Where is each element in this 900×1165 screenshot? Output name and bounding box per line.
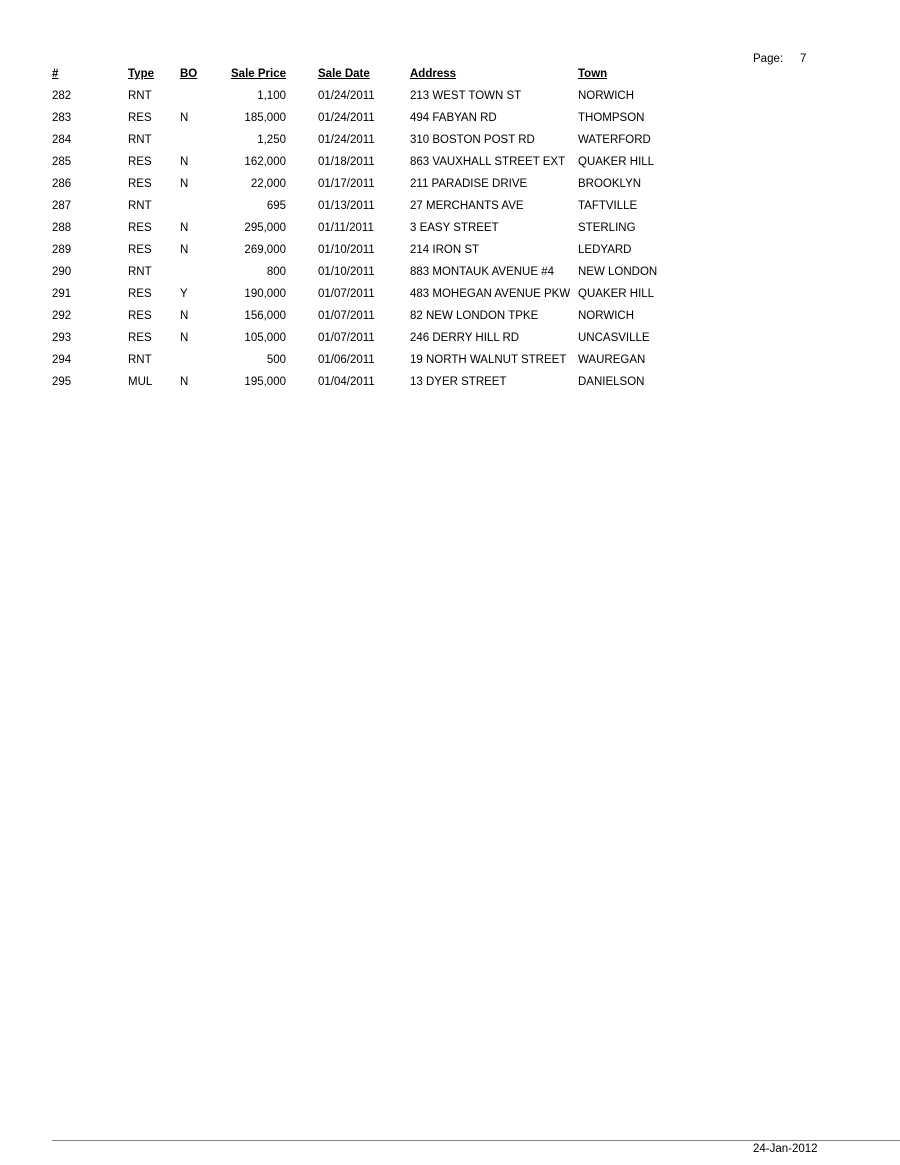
cell-bo: Y [180, 288, 188, 300]
cell-type: RNT [128, 134, 152, 146]
cell-spacer [286, 195, 318, 217]
table-row [52, 305, 674, 327]
sales-table [52, 64, 674, 393]
cell-num: 292 [52, 310, 72, 322]
cell-spacer [384, 327, 410, 349]
cell-bo: N [180, 222, 189, 234]
header-sale-price: Sale Price [231, 68, 286, 80]
cell-num: 284 [52, 134, 72, 146]
cell-town: THOMPSON [578, 112, 645, 124]
cell-address: 310 BOSTON POST RD [410, 134, 535, 146]
table-row [52, 261, 674, 283]
page-label: Page: [753, 53, 784, 65]
cell-num: 295 [52, 376, 72, 388]
table-row [52, 371, 674, 393]
cell-spacer [286, 371, 318, 393]
cell-bo: N [180, 332, 189, 344]
cell-num: 282 [52, 90, 72, 102]
cell-town: NORWICH [578, 310, 635, 322]
cell-sale-date: 01/11/2011 [318, 222, 374, 234]
header-sale-date: Sale Date [318, 68, 370, 80]
cell-sale-price: 269,000 [244, 244, 286, 256]
cell-type: RNT [128, 354, 152, 366]
cell-spacer [384, 129, 410, 151]
table-body [52, 85, 674, 393]
cell-sale-price: 695 [266, 200, 286, 212]
cell-spacer [384, 283, 410, 305]
cell-num: 283 [52, 112, 72, 124]
cell-num: 291 [52, 288, 72, 300]
cell-bo [180, 195, 208, 217]
cell-sale-date: 01/10/2011 [318, 266, 375, 278]
footer-date: 24-Jan-2012 [753, 1143, 818, 1155]
cell-sale-price: 22,000 [250, 178, 286, 190]
table-row [52, 129, 674, 151]
table-row [52, 85, 674, 107]
cell-sale-date: 01/24/2011 [318, 134, 375, 146]
cell-type: RES [128, 222, 152, 234]
cell-spacer [384, 305, 410, 327]
cell-address: 214 IRON ST [410, 244, 480, 256]
cell-town: LEDYARD [578, 244, 632, 256]
cell-sale-date: 01/07/2011 [318, 332, 375, 344]
cell-type: RNT [128, 200, 152, 212]
header-town: Town [578, 68, 608, 80]
header-num: # [52, 68, 59, 80]
cell-town: WATERFORD [578, 134, 651, 146]
cell-sale-price: 500 [266, 354, 286, 366]
cell-spacer [286, 85, 318, 107]
cell-spacer [384, 85, 410, 107]
cell-num: 294 [52, 354, 72, 366]
cell-bo [180, 129, 208, 151]
cell-town: BROOKLYN [578, 178, 642, 190]
cell-bo: N [180, 310, 189, 322]
cell-sale-price: 162,000 [244, 156, 286, 168]
cell-spacer [286, 107, 318, 129]
cell-sale-date: 01/24/2011 [318, 90, 375, 102]
cell-address: 3 EASY STREET [410, 222, 499, 234]
cell-spacer [384, 349, 410, 371]
cell-sale-price: 800 [266, 266, 286, 278]
cell-spacer [384, 195, 410, 217]
cell-sale-price: 190,000 [244, 288, 286, 300]
cell-sale-date: 01/04/2011 [318, 376, 375, 388]
header-spacer [286, 64, 318, 85]
cell-town: TAFTVILLE [578, 200, 638, 212]
table-row [52, 151, 674, 173]
cell-address: 82 NEW LONDON TPKE [410, 310, 539, 322]
cell-spacer [384, 107, 410, 129]
cell-spacer [384, 239, 410, 261]
cell-spacer [286, 129, 318, 151]
cell-sale-price: 1,100 [257, 90, 286, 102]
cell-spacer [286, 327, 318, 349]
cell-sale-price: 185,000 [244, 112, 286, 124]
cell-bo: N [180, 112, 189, 124]
cell-sale-price: 156,000 [244, 310, 286, 322]
cell-spacer [286, 217, 318, 239]
cell-sale-date: 01/10/2011 [318, 244, 375, 256]
cell-sale-price: 195,000 [244, 376, 286, 388]
cell-bo [180, 85, 208, 107]
table-row [52, 283, 674, 305]
cell-num: 293 [52, 332, 72, 344]
cell-bo [180, 349, 208, 371]
cell-spacer [384, 151, 410, 173]
footer-divider [52, 1140, 900, 1141]
cell-sale-date: 01/13/2011 [318, 200, 375, 212]
cell-town: NEW LONDON [578, 266, 658, 278]
cell-address: 213 WEST TOWN ST [410, 90, 522, 102]
cell-address: 27 MERCHANTS AVE [410, 200, 524, 212]
table-header [52, 64, 674, 85]
cell-address: 246 DERRY HILL RD [410, 332, 520, 344]
cell-type: RES [128, 310, 152, 322]
cell-sale-price: 295,000 [244, 222, 286, 234]
cell-type: RES [128, 178, 152, 190]
cell-spacer [286, 151, 318, 173]
table-row [52, 173, 674, 195]
cell-address: 483 MOHEGAN AVENUE PKW [410, 288, 571, 300]
cell-town: QUAKER HILL [578, 156, 655, 168]
cell-spacer [286, 261, 318, 283]
cell-spacer [384, 261, 410, 283]
table-row [52, 217, 674, 239]
cell-num: 285 [52, 156, 72, 168]
cell-sale-date: 01/06/2011 [318, 354, 375, 366]
cell-address: 211 PARADISE DRIVE [410, 178, 528, 190]
cell-address: 494 FABYAN RD [410, 112, 497, 124]
header-row [52, 64, 674, 85]
cell-sale-date: 01/07/2011 [318, 288, 375, 300]
cell-town: WAUREGAN [578, 354, 646, 366]
page-number: 7 [800, 53, 807, 65]
cell-type: RES [128, 288, 152, 300]
table-row [52, 349, 674, 371]
header-type: Type [128, 68, 154, 80]
cell-town: NORWICH [578, 90, 635, 102]
cell-spacer [384, 173, 410, 195]
cell-address: 13 DYER STREET [410, 376, 507, 388]
cell-spacer [286, 283, 318, 305]
cell-spacer [384, 217, 410, 239]
header-address: Address [410, 68, 457, 80]
cell-num: 289 [52, 244, 72, 256]
cell-type: RES [128, 244, 152, 256]
cell-type: RES [128, 332, 152, 344]
cell-type: RES [128, 156, 152, 168]
header-bo: BO [180, 68, 198, 80]
cell-bo: N [180, 376, 189, 388]
cell-num: 287 [52, 200, 72, 212]
cell-bo [180, 261, 208, 283]
cell-sale-date: 01/18/2011 [318, 156, 375, 168]
cell-town: DANIELSON [578, 376, 645, 388]
cell-type: RNT [128, 266, 152, 278]
cell-num: 286 [52, 178, 72, 190]
cell-sale-date: 01/17/2011 [318, 178, 375, 190]
cell-num: 290 [52, 266, 72, 278]
table-row [52, 107, 674, 129]
cell-spacer [286, 349, 318, 371]
cell-type: RNT [128, 90, 152, 102]
cell-spacer [286, 305, 318, 327]
table-row [52, 195, 674, 217]
cell-spacer [286, 173, 318, 195]
cell-type: MUL [128, 376, 153, 388]
cell-type: RES [128, 112, 152, 124]
cell-address: 883 MONTAUK AVENUE #4 [410, 266, 555, 278]
cell-num: 288 [52, 222, 72, 234]
cell-town: QUAKER HILL [578, 288, 655, 300]
cell-bo: N [180, 178, 189, 190]
cell-sale-price: 1,250 [257, 134, 286, 146]
cell-town: UNCASVILLE [578, 332, 650, 344]
cell-bo: N [180, 156, 189, 168]
cell-address: 19 NORTH WALNUT STREET [410, 354, 567, 366]
cell-sale-date: 01/24/2011 [318, 112, 375, 124]
cell-spacer [384, 371, 410, 393]
cell-sale-date: 01/07/2011 [318, 310, 375, 322]
cell-address: 863 VAUXHALL STREET EXT [410, 156, 566, 168]
cell-spacer [286, 239, 318, 261]
header-spacer [384, 64, 410, 85]
cell-town: STERLING [578, 222, 636, 234]
cell-bo: N [180, 244, 189, 256]
table-row [52, 327, 674, 349]
cell-sale-price: 105,000 [244, 332, 286, 344]
table-row [52, 239, 674, 261]
